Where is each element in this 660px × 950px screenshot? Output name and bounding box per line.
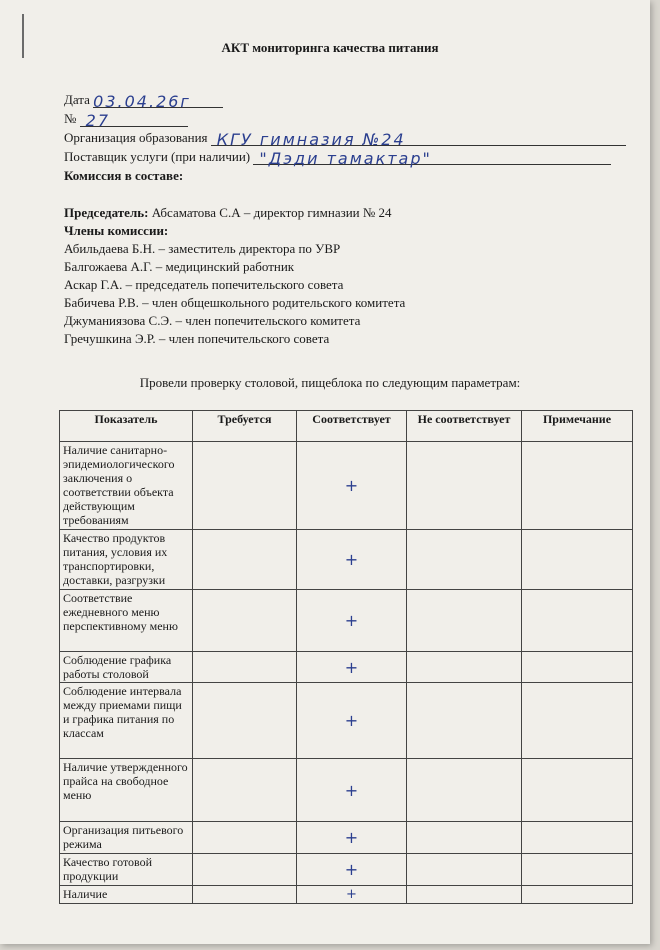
- member-item: Джуманиязова С.Э. – член попечительского комитета: [64, 313, 361, 328]
- page-title: АКТ мониторинга качества питания: [221, 40, 439, 55]
- indicator-cell: Наличие утвержденного прайса на свободное меню: [60, 759, 193, 822]
- member-item: Балгожаева А.Г. – медицинский работник: [64, 259, 295, 274]
- compliant-mark: +: [297, 442, 407, 530]
- note-cell: [522, 683, 633, 759]
- date-field: [64, 92, 223, 111]
- required-cell: [193, 683, 297, 759]
- required-cell: [193, 652, 297, 683]
- parameters-table: [59, 410, 633, 904]
- date-label: Дата: [64, 92, 90, 107]
- note-cell: [522, 530, 633, 590]
- chairman-line: [64, 205, 392, 221]
- indicator-cell: Организация питьевого режима: [60, 822, 193, 854]
- indicator-cell: Наличие: [60, 886, 193, 904]
- number-field: [64, 111, 188, 130]
- noncompliant-cell: [407, 822, 522, 854]
- indicator-cell: Соответствие ежедневного меню перспективному меню: [60, 590, 193, 652]
- noncompliant-cell: [407, 683, 522, 759]
- required-cell: [193, 759, 297, 822]
- note-cell: [522, 442, 633, 530]
- compliant-mark: +: [297, 530, 407, 590]
- member-item: Аскар Г.А. – председатель попечительского совета: [64, 277, 344, 292]
- compliant-mark: +: [297, 652, 407, 683]
- noncompliant-cell: [407, 854, 522, 886]
- table-row: [60, 683, 633, 759]
- number-value: 27: [85, 111, 111, 130]
- table-row: [60, 590, 633, 652]
- member-item: Бабичева Р.В. – член общешкольного родительского комитета: [64, 295, 406, 310]
- compliant-mark: +: [297, 759, 407, 822]
- intro-text: Провели проверку столовой, пищеблока по следующим параметрам:: [139, 375, 521, 390]
- organization-label: Организация образования: [64, 130, 208, 145]
- members-heading: Члены комиссии:: [64, 223, 169, 238]
- required-cell: [193, 590, 297, 652]
- header-compliant: Соответствует: [297, 411, 407, 442]
- noncompliant-cell: [407, 590, 522, 652]
- number-label: №: [64, 111, 77, 126]
- indicator-cell: Соблюдение графика работы столовой: [60, 652, 193, 683]
- compliant-mark: +: [297, 822, 407, 854]
- indicator-cell: Качество продуктов питания, условия их транспортировки, доставки, разгрузки: [60, 530, 193, 590]
- table-row: [60, 822, 633, 854]
- indicator-cell: Наличие санитарно-эпидемиологического заключения о соответствии объекта действующим требованиям: [60, 442, 193, 530]
- commission-heading: Комиссия в составе:: [64, 168, 184, 183]
- noncompliant-cell: [407, 652, 522, 683]
- noncompliant-cell: [407, 530, 522, 590]
- required-cell: [193, 886, 297, 904]
- noncompliant-cell: [407, 759, 522, 822]
- compliant-mark: +: [297, 886, 407, 904]
- chairman-value: Абсаматова С.А – директор гимназии № 24: [151, 205, 392, 220]
- table-row: [60, 652, 633, 683]
- header-note: Примечание: [522, 411, 633, 442]
- supplier-value: "Дэди тамактар": [259, 149, 432, 168]
- chairman-label: Председатель:: [64, 205, 149, 220]
- note-cell: [522, 652, 633, 683]
- noncompliant-cell: [407, 886, 522, 904]
- header-indicator: Показатель: [60, 411, 193, 442]
- table-row: [60, 442, 633, 530]
- organization-field: [64, 130, 626, 149]
- member-item: Гречушкина Э.Р. – член попечительского совета: [64, 331, 330, 346]
- table-row: [60, 854, 633, 886]
- table-header-row: [60, 411, 633, 442]
- indicator-cell: Качество готовой продукции: [60, 854, 193, 886]
- required-cell: [193, 854, 297, 886]
- note-cell: [522, 590, 633, 652]
- table-row: [60, 530, 633, 590]
- note-cell: [522, 822, 633, 854]
- note-cell: [522, 854, 633, 886]
- supplier-field: [64, 149, 611, 168]
- header-noncompliant: Не соответствует: [407, 411, 522, 442]
- member-item: Абильдаева Б.Н. – заместитель директора по УВР: [64, 241, 341, 256]
- organization-value: КГУ гимназия №24: [216, 130, 406, 149]
- table-row: [60, 886, 633, 904]
- required-cell: [193, 530, 297, 590]
- date-value: 03.04.26г: [93, 92, 191, 111]
- table-row: [60, 759, 633, 822]
- compliant-mark: +: [297, 590, 407, 652]
- note-cell: [522, 759, 633, 822]
- header-required: Требуется: [193, 411, 297, 442]
- noncompliant-cell: [407, 442, 522, 530]
- compliant-mark: +: [297, 683, 407, 759]
- supplier-label: Поставщик услуги (при наличии): [64, 149, 251, 164]
- required-cell: [193, 442, 297, 530]
- indicator-cell: Соблюдение интервала между приемами пищи и графика питания по классам: [60, 683, 193, 759]
- note-cell: [522, 886, 633, 904]
- compliant-mark: +: [297, 854, 407, 886]
- required-cell: [193, 822, 297, 854]
